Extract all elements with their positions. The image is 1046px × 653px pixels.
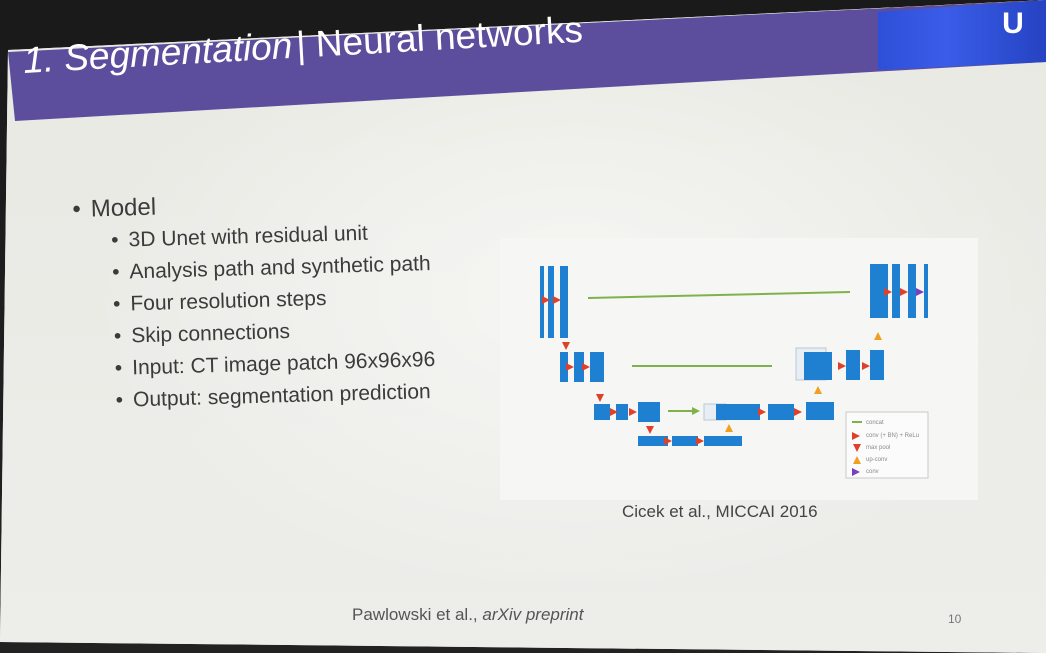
relu-arrow [696,437,704,445]
bullet-list [72,184,518,422]
sub-bullet: • Four resolution steps [113,282,516,317]
concat-arrow [692,407,700,415]
feature-map [804,352,832,380]
feature-map [638,402,660,422]
relu-arrow [553,296,561,304]
feature-map [908,264,916,318]
relu-arrow [629,408,637,416]
feature-map [594,404,610,420]
sub-bullet: • Output: segmentation prediction [115,378,518,413]
footer-source: arXiv preprint [482,605,584,624]
feature-map [870,350,884,380]
relu-arrow [900,288,908,296]
legend-label: conv [866,469,879,475]
feature-map [716,404,760,420]
conv-arrow [916,288,924,296]
feature-map [672,436,698,446]
feature-map [590,352,604,382]
university-logo: U [1002,7,1024,40]
feature-map [806,402,834,420]
sub-bullet: • Input: CT image patch 96x96x96 [115,346,518,381]
title-part2: Neural networks [314,8,584,65]
up-conv-arrow [874,332,882,340]
page-number: 10 [948,612,962,626]
sub-bullet: • Skip connections [114,314,517,349]
up-conv-arrow [814,386,822,394]
max-pool-arrow [646,426,654,434]
skip-connection-1 [588,292,850,298]
unet-diagram-svg [500,238,978,500]
max-pool-arrow [596,394,604,402]
sub-bullet: • Analysis path and synthetic path [112,250,515,285]
sub-bullet: • 3D Unet with residual unit [111,218,514,253]
feature-map [704,436,742,446]
feature-map [560,266,568,338]
relu-arrow [566,363,574,371]
relu-arrow [862,362,870,370]
up-conv-arrow [725,424,733,432]
legend-label: concat [866,420,884,426]
legend-label: conv (+ BN) + ReLu [866,433,920,439]
bullet-model: • Model [72,184,513,224]
feature-map [924,264,928,318]
footer-authors: Pawlowski et al., [352,605,483,624]
relu-arrow [838,362,846,370]
feature-map [638,436,668,446]
feature-map [846,350,860,380]
feature-map [892,264,900,318]
relu-arrow [758,408,766,416]
sub-bullet-list [73,218,518,414]
legend-label: up-conv [866,457,888,463]
figure-caption: Cicek et al., MICCAI 2016 [622,502,818,521]
title-separator: | [295,24,307,66]
relu-arrow [794,408,802,416]
title-part1: 1. Segmentation [22,24,294,81]
max-pool-arrow [562,342,570,350]
feature-map [768,404,794,420]
legend-label: max pool [866,445,891,451]
relu-arrow [582,363,590,371]
unet-diagram [500,238,978,500]
footer-citation [352,605,712,625]
